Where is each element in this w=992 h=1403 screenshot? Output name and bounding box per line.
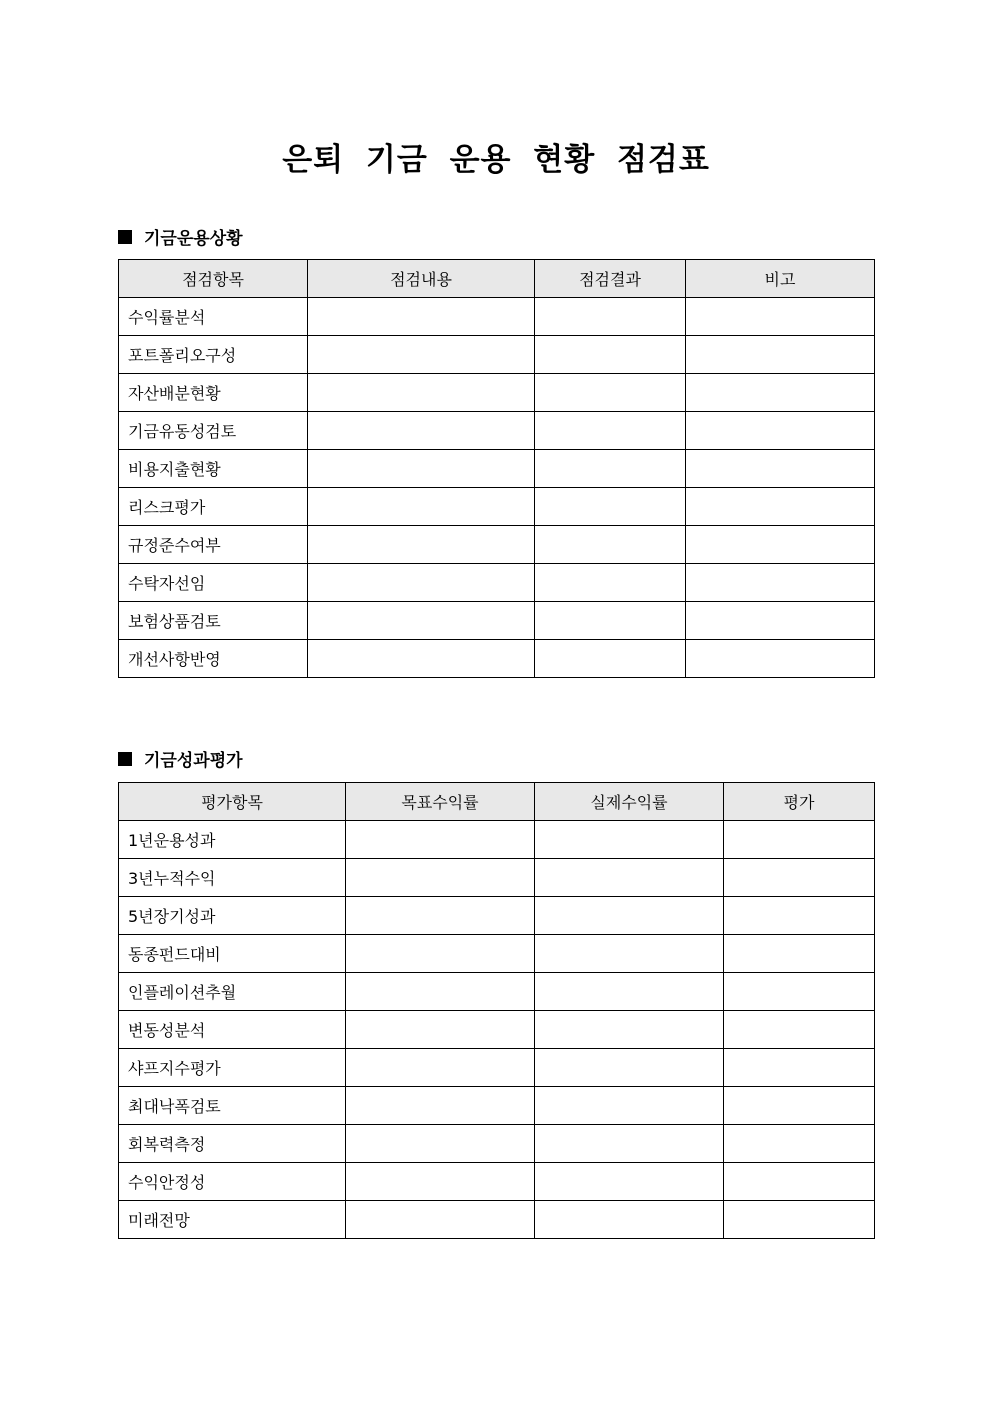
table-row bbox=[119, 1049, 875, 1087]
table-header-row bbox=[119, 260, 875, 298]
entry-cell[interactable] bbox=[724, 1201, 875, 1239]
row-label: 리스크평가 bbox=[119, 488, 308, 526]
table-row bbox=[119, 640, 875, 678]
entry-cell[interactable] bbox=[346, 1049, 535, 1087]
entry-cell[interactable] bbox=[686, 640, 875, 678]
entry-cell[interactable] bbox=[308, 374, 535, 412]
row-label: 기금유동성검토 bbox=[119, 412, 308, 450]
entry-cell[interactable] bbox=[535, 821, 724, 859]
row-label: 샤프지수평가 bbox=[119, 1049, 346, 1087]
entry-cell[interactable] bbox=[535, 1201, 724, 1239]
entry-cell[interactable] bbox=[535, 526, 686, 564]
entry-cell[interactable] bbox=[535, 935, 724, 973]
table-row bbox=[119, 1087, 875, 1125]
column-header: 점검내용 bbox=[308, 260, 535, 298]
row-label: 회복력측정 bbox=[119, 1125, 346, 1163]
entry-cell[interactable] bbox=[535, 973, 724, 1011]
row-label: 1년운용성과 bbox=[119, 821, 346, 859]
entry-cell[interactable] bbox=[724, 859, 875, 897]
entry-cell[interactable] bbox=[308, 298, 535, 336]
entry-cell[interactable] bbox=[724, 897, 875, 935]
entry-cell[interactable] bbox=[686, 374, 875, 412]
entry-cell[interactable] bbox=[308, 336, 535, 374]
table-row bbox=[119, 973, 875, 1011]
entry-cell[interactable] bbox=[686, 412, 875, 450]
entry-cell[interactable] bbox=[686, 488, 875, 526]
section-heading-fund-performance bbox=[118, 746, 243, 771]
table-row bbox=[119, 821, 875, 859]
entry-cell[interactable] bbox=[346, 1011, 535, 1049]
entry-cell[interactable] bbox=[535, 450, 686, 488]
entry-cell[interactable] bbox=[346, 1163, 535, 1201]
entry-cell[interactable] bbox=[724, 1011, 875, 1049]
row-label: 미래전망 bbox=[119, 1201, 346, 1239]
row-label: 3년누적수익 bbox=[119, 859, 346, 897]
entry-cell[interactable] bbox=[535, 640, 686, 678]
entry-cell[interactable] bbox=[724, 935, 875, 973]
entry-cell[interactable] bbox=[346, 1201, 535, 1239]
fund-performance-table bbox=[118, 782, 875, 1239]
square-bullet-icon bbox=[118, 752, 132, 766]
entry-cell[interactable] bbox=[535, 1125, 724, 1163]
entry-cell[interactable] bbox=[346, 935, 535, 973]
entry-cell[interactable] bbox=[535, 564, 686, 602]
entry-cell[interactable] bbox=[686, 526, 875, 564]
table-row bbox=[119, 298, 875, 336]
entry-cell[interactable] bbox=[724, 1049, 875, 1087]
entry-cell[interactable] bbox=[724, 1125, 875, 1163]
table-row bbox=[119, 935, 875, 973]
entry-cell[interactable] bbox=[535, 1049, 724, 1087]
section-title: 기금운용상황 bbox=[144, 229, 243, 249]
row-label: 자산배분현황 bbox=[119, 374, 308, 412]
row-label: 포트폴리오구성 bbox=[119, 336, 308, 374]
row-label: 수익률분석 bbox=[119, 298, 308, 336]
table-row bbox=[119, 488, 875, 526]
row-label: 5년장기성과 bbox=[119, 897, 346, 935]
table-row bbox=[119, 1125, 875, 1163]
entry-cell[interactable] bbox=[346, 1087, 535, 1125]
entry-cell[interactable] bbox=[535, 859, 724, 897]
column-header: 점검결과 bbox=[535, 260, 686, 298]
row-label: 비용지출현황 bbox=[119, 450, 308, 488]
entry-cell[interactable] bbox=[535, 1163, 724, 1201]
row-label: 규정준수여부 bbox=[119, 526, 308, 564]
table-row bbox=[119, 897, 875, 935]
row-label: 개선사항반영 bbox=[119, 640, 308, 678]
entry-cell[interactable] bbox=[724, 1163, 875, 1201]
entry-cell[interactable] bbox=[346, 1125, 535, 1163]
entry-cell[interactable] bbox=[535, 488, 686, 526]
table-row bbox=[119, 374, 875, 412]
table-row bbox=[119, 526, 875, 564]
entry-cell[interactable] bbox=[346, 897, 535, 935]
row-label: 수탁자선임 bbox=[119, 564, 308, 602]
entry-cell[interactable] bbox=[535, 602, 686, 640]
entry-cell[interactable] bbox=[686, 336, 875, 374]
entry-cell[interactable] bbox=[346, 859, 535, 897]
entry-cell[interactable] bbox=[308, 640, 535, 678]
column-header: 평가 bbox=[724, 783, 875, 821]
table-row bbox=[119, 859, 875, 897]
table-row bbox=[119, 602, 875, 640]
column-header: 목표수익률 bbox=[346, 783, 535, 821]
entry-cell[interactable] bbox=[724, 973, 875, 1011]
entry-cell[interactable] bbox=[535, 1011, 724, 1049]
column-header: 점검항목 bbox=[119, 260, 308, 298]
entry-cell[interactable] bbox=[308, 526, 535, 564]
entry-cell[interactable] bbox=[308, 488, 535, 526]
table-row bbox=[119, 412, 875, 450]
entry-cell[interactable] bbox=[346, 973, 535, 1011]
entry-cell[interactable] bbox=[308, 602, 535, 640]
entry-cell[interactable] bbox=[724, 1087, 875, 1125]
table-row bbox=[119, 564, 875, 602]
entry-cell[interactable] bbox=[308, 450, 535, 488]
row-label: 인플레이션추월 bbox=[119, 973, 346, 1011]
entry-cell[interactable] bbox=[686, 450, 875, 488]
entry-cell[interactable] bbox=[686, 602, 875, 640]
section-heading-fund-operation bbox=[118, 224, 243, 249]
table-header-row bbox=[119, 783, 875, 821]
document-title: 은퇴 기금 운용 현황 점검표 bbox=[282, 142, 710, 178]
row-label: 최대낙폭검토 bbox=[119, 1087, 346, 1125]
fund-operation-table bbox=[118, 259, 875, 678]
column-header: 실제수익률 bbox=[535, 783, 724, 821]
row-label: 보험상품검토 bbox=[119, 602, 308, 640]
square-bullet-icon bbox=[118, 230, 132, 244]
row-label: 변동성분석 bbox=[119, 1011, 346, 1049]
column-header: 비고 bbox=[686, 260, 875, 298]
entry-cell[interactable] bbox=[535, 412, 686, 450]
row-label: 동종펀드대비 bbox=[119, 935, 346, 973]
entry-cell[interactable] bbox=[686, 298, 875, 336]
entry-cell[interactable] bbox=[308, 564, 535, 602]
row-label: 수익안정성 bbox=[119, 1163, 346, 1201]
entry-cell[interactable] bbox=[686, 564, 875, 602]
entry-cell[interactable] bbox=[535, 1087, 724, 1125]
table-row bbox=[119, 450, 875, 488]
section-title: 기금성과평가 bbox=[144, 751, 243, 771]
table-row bbox=[119, 1201, 875, 1239]
column-header: 평가항목 bbox=[119, 783, 346, 821]
table-row bbox=[119, 336, 875, 374]
entry-cell[interactable] bbox=[535, 897, 724, 935]
table-row bbox=[119, 1011, 875, 1049]
entry-cell[interactable] bbox=[535, 374, 686, 412]
entry-cell[interactable] bbox=[308, 412, 535, 450]
entry-cell[interactable] bbox=[724, 821, 875, 859]
entry-cell[interactable] bbox=[535, 336, 686, 374]
entry-cell[interactable] bbox=[346, 821, 535, 859]
table-row bbox=[119, 1163, 875, 1201]
entry-cell[interactable] bbox=[535, 298, 686, 336]
